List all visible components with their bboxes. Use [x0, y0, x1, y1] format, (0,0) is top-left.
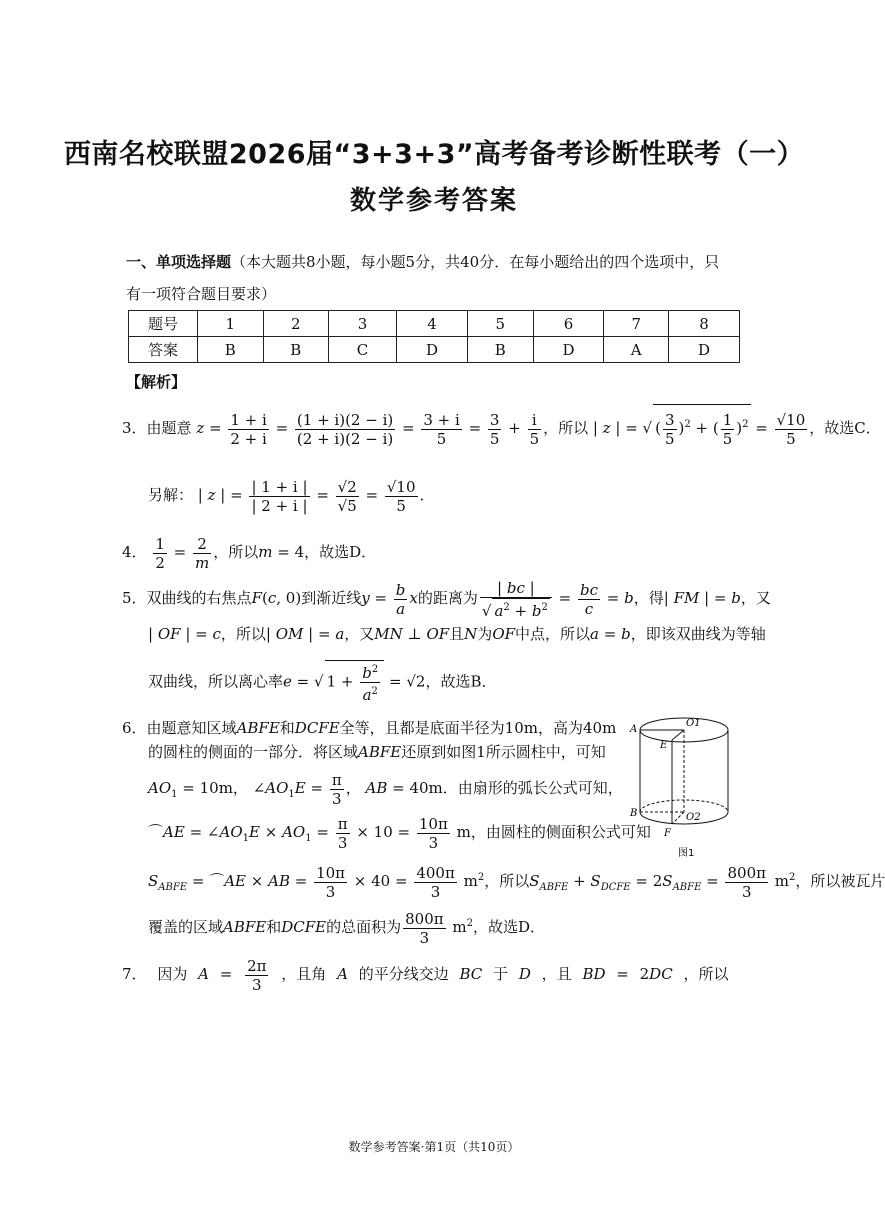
q5-text: 的距离为: [417, 589, 478, 607]
q6-line3: $AO_1 = 10m$， $\angle AO_1E$ = $\frac{\pi}{3}$ ， AB = 40m．由扇形的弧长公式可知，: [148, 770, 623, 808]
q3-line1: 3．由题意 z = $\frac{1 + i}{2 + i}$ = $\frac{(1 + i)(2 - i)}{(2 + i)(2 - i)}$ = $\frac{3 + i}{5}$ = $\frac{3}{5}$ + $\frac{i}{5}$ ，所以 | z | = √ ( $\frac{3}{5}$ )$^2$ + ( $\frac{1}{5}$ )$^2$ = $\frac{√10}{5}$ ，故选C．: [122, 404, 881, 448]
table-header-cell: 答案: [129, 337, 198, 363]
table-cell: 5: [467, 311, 533, 337]
q3-number: 3．: [122, 419, 147, 437]
section1-desc: （本大题共8小题，每小题5分，共40分．在每小题给出的四个选项中，只: [231, 253, 720, 271]
table-cell: B: [467, 337, 533, 363]
section1-desc2: 有一项符合题目要求）: [126, 285, 277, 303]
q7-text: ，所以: [683, 965, 729, 983]
table-cell: 4: [397, 311, 468, 337]
q5-line2: | OF | = c，所以| OM | = a，又MN ⊥ OF且N为OF中点，所以a = b，即该双曲线为等轴: [148, 625, 766, 643]
q4-text: ，故选D．: [304, 543, 377, 561]
q6-text: 的总面积为: [326, 918, 402, 936]
q7-text: 因为: [157, 965, 188, 983]
q7-text: 的平分线交边: [358, 965, 449, 983]
q5-text: 中点，所以: [515, 625, 591, 643]
q7-text: ，且角: [281, 965, 327, 983]
figure-label-e: E: [660, 740, 668, 751]
table-cell: 6: [533, 311, 604, 337]
q7-text: 于: [493, 965, 509, 983]
q3-alt-label: 另解：: [148, 486, 194, 504]
figure-label-a: A: [630, 724, 638, 735]
section1-heading: 一、单项选择题: [126, 253, 232, 271]
table-cell: 1: [198, 311, 264, 337]
q3-line2: 另解： | z | = $\frac{| 1 + i |}{| 2 + i |}$ = $\frac{√2}{√5}$ = $\frac{√10}{5}$ ．: [148, 477, 435, 515]
analysis-label: 【解析】: [126, 373, 187, 391]
table-row: [129, 337, 740, 363]
table-cell: D: [668, 337, 739, 363]
q6-line4: ⌒AE = $\angle AO_1E \times AO_1$ = $\frac{\pi}{3}$ × 10 = $\frac{10\pi}{3}$ m，由圆柱的侧面积公式可知: [148, 814, 651, 852]
q7-number: 7．: [122, 965, 147, 983]
q5-text: ，又: [344, 625, 375, 643]
q6-text: ，所以: [484, 872, 530, 890]
table-cell: B: [198, 337, 264, 363]
page-footer: 数学参考答案·第1页（共10页）: [348, 1140, 520, 1154]
q6-line6: 覆盖的区域ABFE和DCFE的总面积为 $\frac{800\pi}{3}$ $m^2$，故选D．: [148, 909, 546, 947]
q6-text: 和: [279, 719, 295, 737]
q5-number: 5．: [122, 589, 147, 607]
table-cell: 7: [604, 311, 669, 337]
q7-text: ，且: [541, 965, 572, 983]
table-cell: D: [533, 337, 604, 363]
figure-cylinder: [628, 712, 738, 862]
q5-line1: 5．双曲线的右焦点F(c, 0)到渐近线y = $\frac{b}{a}$ x的距离为 $\frac{| bc |}{√ a^2 + b^2}$ = $\frac{bc}{c}$ = b，得| FM | = b，又: [122, 578, 771, 620]
q4-line: 4． $\frac{1}{2}$ = $\frac{2}{m}$ ，所以m = 4，故选D．: [122, 534, 377, 572]
table-cell: B: [263, 337, 329, 363]
table-cell: 2: [263, 311, 329, 337]
section1-line1: [126, 252, 719, 272]
q5-text: 且: [449, 625, 465, 643]
q6-text: 覆盖的区域: [148, 918, 224, 936]
figure-label-f: F: [664, 828, 671, 839]
q5-text: 双曲线的右焦点: [146, 589, 252, 607]
q6-text: ，由圆柱的侧面积公式可知: [470, 823, 651, 841]
q5-text: 为: [477, 625, 493, 643]
q5-text: ，得: [633, 589, 664, 607]
table-cell: D: [397, 337, 468, 363]
figure-label-o2: O2: [686, 812, 701, 823]
q6-text: ．由扇形的弧长公式可知，: [442, 779, 623, 797]
q6-text: ，故选D．: [473, 918, 546, 936]
q6-line5: $S_{ABFE}$ = ⌒AE × AB = $\frac{10\pi}{3}$ × 40 = $\frac{400\pi}{3}$ $m^2$，所以$S_{ABFE} + S_{DCFE} = 2S_{ABFE}$ = $\frac{800\pi}{3}$ $m^2$，所以被瓦片: [148, 863, 885, 901]
q6-line1: 6．由题意知区域ABFE和DCFE全等，且都是底面半径为10m，高为40m: [122, 719, 617, 737]
page-title: 西南名校联盟2026届“3+3+3”高考备考诊断性联考（一）: [63, 139, 805, 170]
q4-text: ，所以: [213, 543, 259, 561]
q6-line2: 的圆柱的侧面的一部分．将区域ABFE还原到如图1所示圆柱中，可知: [148, 743, 606, 761]
q5-text: ，又: [740, 589, 771, 607]
figure-label-o1: O1: [686, 718, 701, 729]
figure-caption: 图1: [678, 848, 695, 859]
figure-label-b: B: [630, 808, 638, 819]
q3-text: ，所以: [543, 419, 589, 437]
q6-text: 还原到如图1所示圆柱中，可知: [401, 743, 606, 761]
q6-number: 6．: [122, 719, 147, 737]
table-header-cell: 题号: [129, 311, 198, 337]
table-cell: C: [329, 337, 397, 363]
q5-line3: 双曲线，所以离心率e = √ 1 + $\frac{b^2}{a^2}$ = √2，故选B．: [148, 660, 496, 704]
q6-text: ，所以被瓦片: [795, 872, 885, 890]
q5-text: ，故选B．: [425, 672, 497, 691]
table-cell: A: [604, 337, 669, 363]
q6-text: 的圆柱的侧面的一部分．将区域: [148, 743, 359, 761]
q6-text: 全等，且都是底面半径为10m，高为40m: [339, 719, 617, 737]
table-row: [129, 311, 740, 337]
q3-text: ，故选C．: [809, 419, 881, 437]
q6-text: 和: [266, 918, 282, 936]
q7-line1: 7． 因为 A = $\frac{2\pi}{3}$ ，且角 A 的平分线交边 BC 于 D ，且 BD = 2DC ，所以: [122, 956, 729, 994]
table-cell: 3: [329, 311, 397, 337]
table-cell: 8: [668, 311, 739, 337]
q3-text: 由题意: [146, 419, 192, 437]
q4-number: 4．: [122, 543, 147, 561]
q6-text: 由题意知区域: [146, 719, 237, 737]
q5-text: 双曲线，所以离心率: [148, 672, 284, 691]
answer-table: [128, 310, 740, 363]
q5-text: ，所以: [220, 625, 266, 643]
page-subtitle: 数学参考答案: [349, 186, 518, 216]
q5-text: 到渐近线: [301, 589, 362, 607]
q5-text: ，即该双曲线为等轴: [630, 625, 766, 643]
